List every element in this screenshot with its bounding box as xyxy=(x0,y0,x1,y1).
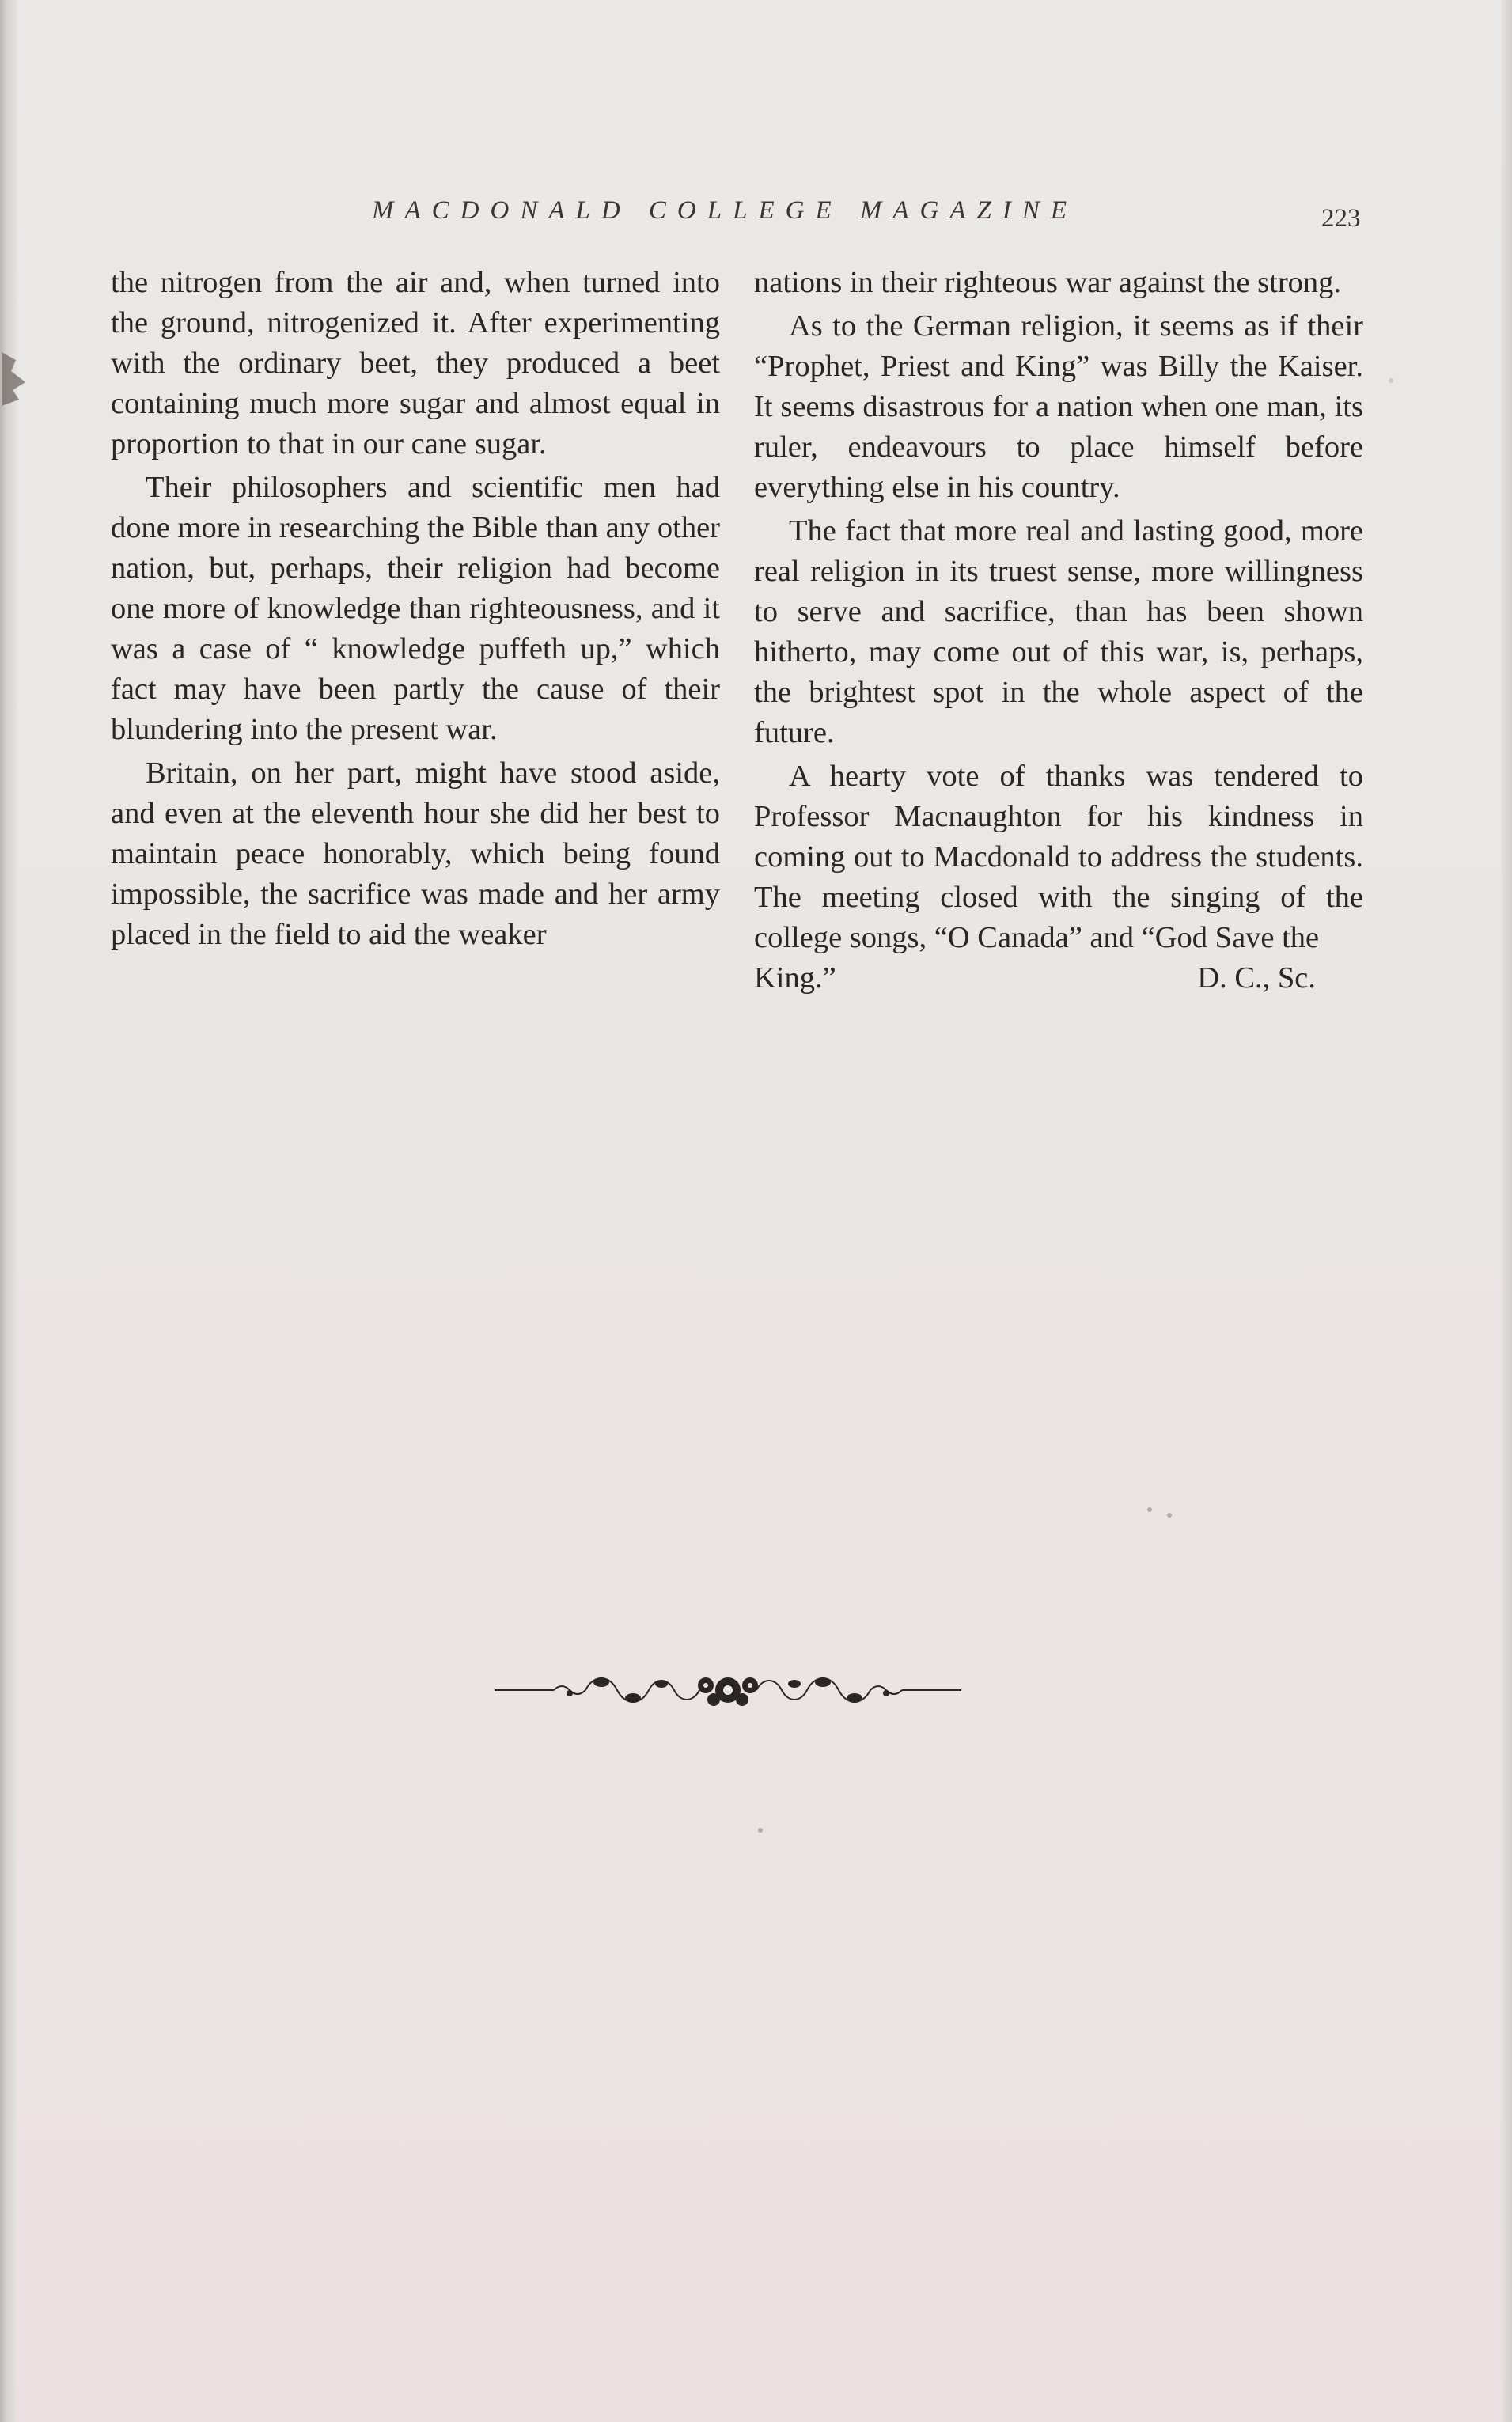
paragraph: the nitrogen from the air and, when turned into the ground, nitrogenized it. After experimenting with the ordinary beet, they produced a beet containing much more sugar and almost equal in proportion to that in our cane sugar. xyxy=(111,266,720,461)
paragraph: Britain, on her part, might have stood aside, and even at the eleventh hour she did her best to maintain peace honorably, which being found impossible, the sacrifice was made and her army placed in the field to aid the weaker xyxy=(111,756,720,951)
floral-vine-ornament-icon xyxy=(491,1662,965,1717)
paper-speck xyxy=(1147,1507,1152,1512)
closing-line xyxy=(754,958,1363,999)
page-number: 223 xyxy=(1321,204,1361,233)
paper-speck xyxy=(1167,1513,1172,1518)
closing-word: King.” xyxy=(754,961,836,995)
right-column xyxy=(754,263,1363,999)
paper-speck xyxy=(1389,378,1393,383)
paragraph: nations in their righteous war against the strong. xyxy=(754,266,1342,299)
paragraph: A hearty vote of thanks was tendered to Professor Macnaughton for his kindness in coming out to Macdonald to address the students. The meeting closed with the singing of the college songs, “O Canada” and “God Save the xyxy=(754,760,1363,954)
page-edge-shadow xyxy=(1501,0,1512,2422)
paragraph: The fact that more real and lasting good, more real religion in its truest sense, more willingness to serve and sacrifice, than has been shown hitherto, may come out of this war, is, perhaps, the brightest spot in the whole aspect of the future. xyxy=(754,514,1363,749)
paragraph: Their philosophers and scientific men had done more in researching the Bible than any other nation, but, perhaps, their religion had become one more of knowledge than righteousness, and it was a case of “ knowledge puffeth up,” which fact may have been partly the cause of their blundering into the present war. xyxy=(111,471,720,746)
paragraph: As to the German religion, it seems as if their “Prophet, Priest and King” was Billy the Kaiser. It seems disastrous for a nation when one man, its ruler, endeavours to place himself before everything else in his country. xyxy=(754,309,1363,504)
author-signature: D. C., Sc. xyxy=(1197,961,1316,995)
left-column xyxy=(111,263,720,955)
running-head: MACDONALD COLLEGE MAGAZINE xyxy=(372,196,1078,225)
page-tear-icon xyxy=(2,344,33,407)
paper-speck xyxy=(758,1828,763,1833)
